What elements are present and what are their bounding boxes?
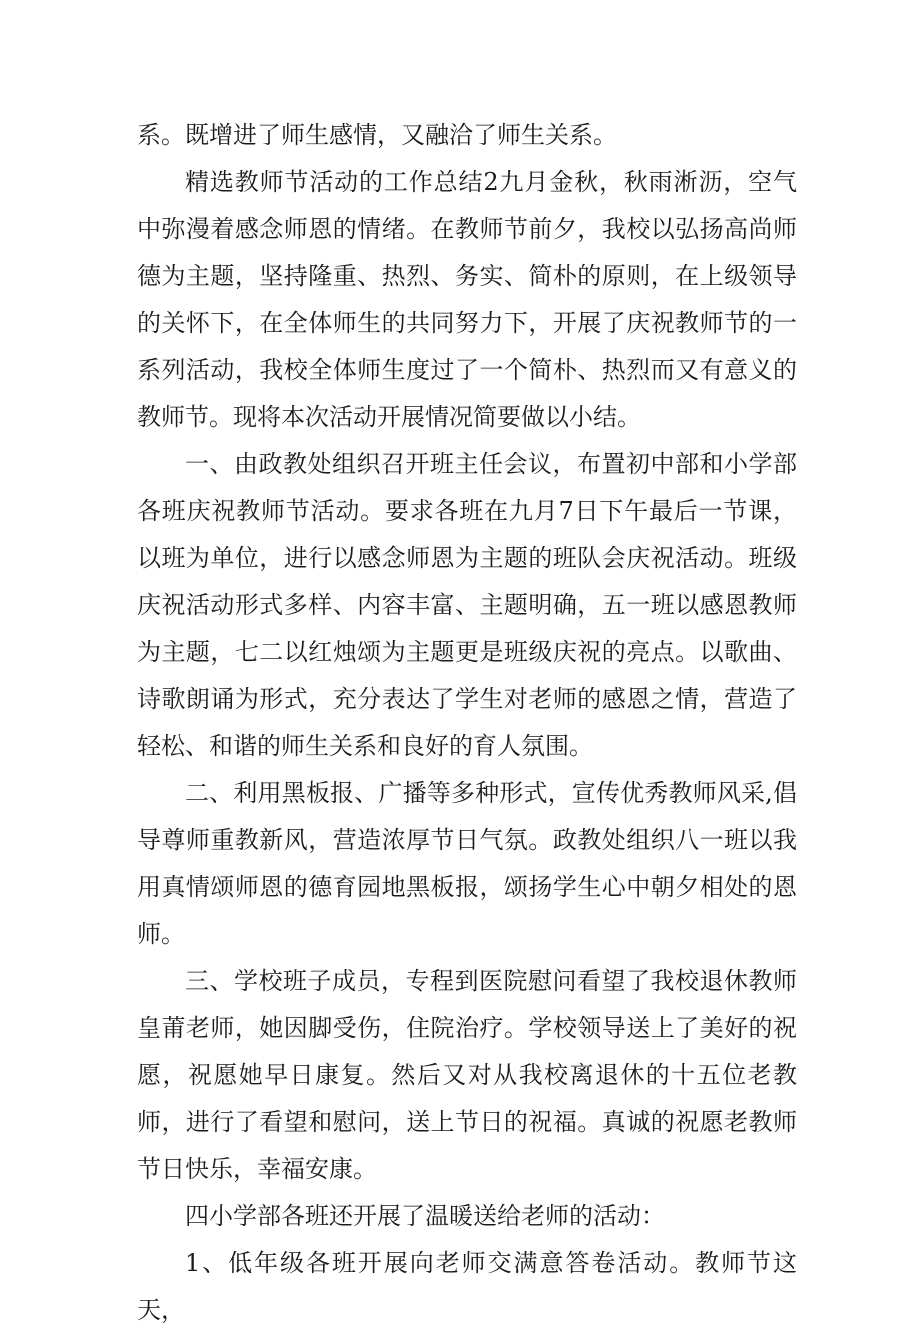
- paragraph-continuation: 系。既增进了师生感情，又融洽了师生关系。: [137, 121, 617, 149]
- paragraph-intro: 精选教师节活动的工作总结2九月金秋，秋雨淅沥，空气中弥漫着感念师恩的情绪。在教师节前夕，我校以弘扬高尚师德为主题，坚持隆重、热烈、务实、简朴的原则，在上级领导的关怀下，在全体师生的共同努力下，开展了庆祝教师节的一系列活动，我校全体师生度过了一个简朴、热烈而又有意义的教师节。现将本次活动开展情况简要做以小结。: [137, 168, 797, 431]
- body-text: [137, 112, 797, 1334]
- paragraph-item-4: 四小学部各班还开展了温暖送给老师的活动：: [185, 1202, 665, 1230]
- paragraph-subitem-1: 1、低年级各班开展向老师交满意答卷活动。教师节这天，: [137, 1249, 797, 1324]
- paragraph-item-2: 二、利用黑板报、广播等多种形式，宣传优秀教师风采,倡导尊师重教新风，营造浓厚节日气氛。政教处组织八一班以我用真情颂师恩的德育园地黑板报，颂扬学生心中朝夕相处的恩师。: [137, 779, 797, 948]
- paragraph-item-1: 一、由政教处组织召开班主任会议，布置初中部和小学部各班庆祝教师节活动。要求各班在九月7日下午最后一节课，以班为单位，进行以感念师恩为主题的班队会庆祝活动。班级庆祝活动形式多样、内容丰富、主题明确，五一班以感恩教师为主题，七二以红烛颂为主题更是班级庆祝的亮点。以歌曲、诗歌朗诵为形式，充分表达了学生对老师的感恩之情，营造了轻松、和谐的师生关系和良好的育人氛围。: [137, 450, 797, 760]
- paragraph-item-3: 三、学校班子成员，专程到医院慰问看望了我校退休教师皇莆老师，她因脚受伤，住院治疗。学校领导送上了美好的祝愿，祝愿她早日康复。然后又对从我校离退休的十五位老教师，进行了看望和慰问，送上节日的祝福。真诚的祝愿老教师节日快乐，幸福安康。: [137, 967, 797, 1183]
